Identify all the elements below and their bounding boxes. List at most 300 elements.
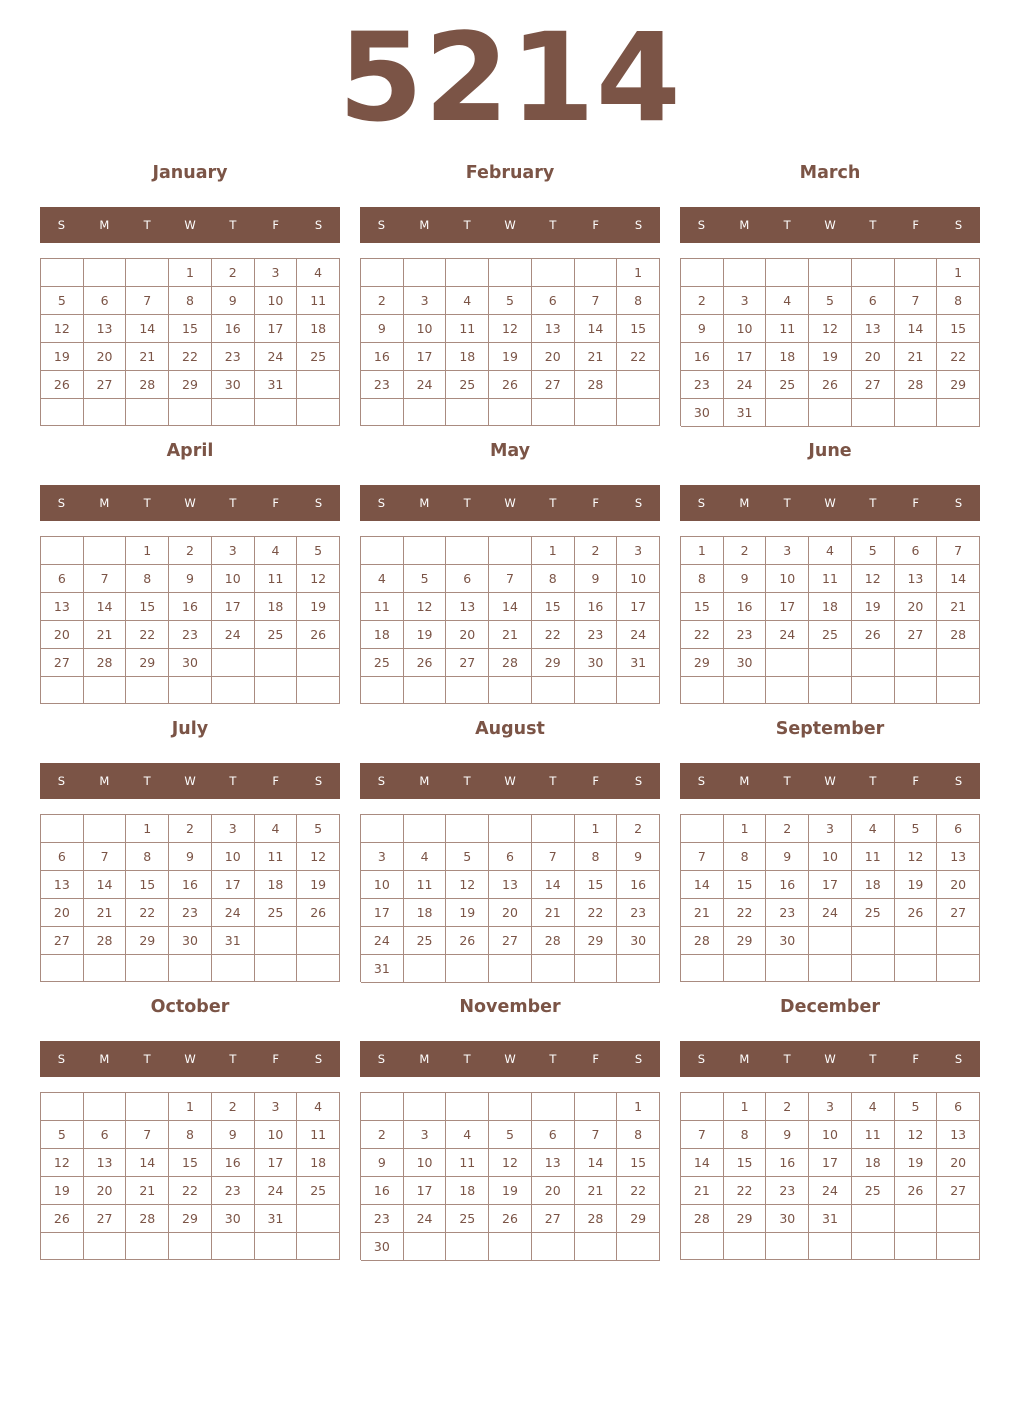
day-cell: 18 (446, 343, 489, 371)
day-cell: 10 (766, 565, 809, 593)
day-cell: 7 (681, 843, 724, 871)
day-cell: 13 (532, 315, 575, 343)
weekday-header (680, 763, 980, 799)
day-cell: 21 (681, 899, 724, 927)
day-grid (680, 258, 980, 426)
weekday-label: F (912, 1052, 920, 1066)
day-cell: 16 (361, 1177, 404, 1205)
day-cell: 5 (809, 287, 852, 315)
day-cell: 7 (84, 843, 127, 871)
day-cell: 20 (84, 1177, 127, 1205)
weekday-label: M (99, 1052, 110, 1066)
day-cell: 19 (446, 899, 489, 927)
weekday-label: T (463, 218, 471, 232)
empty-day-cell (681, 955, 724, 982)
day-cell: 31 (809, 1205, 852, 1233)
empty-day-cell (852, 677, 895, 704)
weekday-label: F (272, 218, 280, 232)
day-cell: 7 (575, 287, 618, 315)
day-grid (360, 1092, 660, 1260)
day-cell: 27 (84, 371, 127, 399)
day-cell: 21 (575, 1177, 618, 1205)
day-cell: 13 (84, 315, 127, 343)
empty-day-cell (937, 1205, 980, 1233)
day-cell: 28 (575, 1205, 618, 1233)
day-cell: 11 (446, 1149, 489, 1177)
day-cell: 30 (212, 371, 255, 399)
weekday-label: T (783, 774, 791, 788)
day-cell: 21 (84, 899, 127, 927)
day-cell: 31 (255, 1205, 298, 1233)
day-cell: 14 (895, 315, 938, 343)
day-cell: 23 (212, 343, 255, 371)
day-cell: 21 (489, 621, 532, 649)
empty-day-cell (489, 1233, 532, 1261)
empty-day-cell (255, 399, 298, 426)
day-cell: 13 (446, 593, 489, 621)
weekday-label: S (697, 218, 706, 232)
day-cell: 1 (169, 259, 212, 287)
day-cell: 25 (852, 1177, 895, 1205)
day-cell: 15 (169, 315, 212, 343)
day-cell: 21 (895, 343, 938, 371)
day-cell: 28 (126, 1205, 169, 1233)
empty-day-cell (84, 955, 127, 982)
day-cell: 10 (404, 1149, 447, 1177)
weekday-label: M (739, 774, 750, 788)
day-cell: 30 (169, 649, 212, 677)
weekday-label: S (697, 774, 706, 788)
empty-day-cell (766, 955, 809, 982)
day-cell: 8 (126, 843, 169, 871)
day-cell: 9 (766, 843, 809, 871)
empty-day-cell (169, 955, 212, 982)
day-cell: 17 (766, 593, 809, 621)
day-cell: 19 (809, 343, 852, 371)
month-name: August (475, 719, 545, 739)
empty-day-cell (41, 259, 84, 287)
day-cell: 16 (766, 1149, 809, 1177)
empty-day-cell (937, 399, 980, 427)
day-cell: 26 (297, 621, 340, 649)
day-cell: 16 (724, 593, 767, 621)
empty-day-cell (126, 677, 169, 704)
empty-day-cell (297, 649, 340, 677)
day-cell: 28 (895, 371, 938, 399)
day-cell: 24 (809, 1177, 852, 1205)
day-cell: 15 (724, 1149, 767, 1177)
day-cell: 31 (361, 955, 404, 983)
empty-day-cell (681, 259, 724, 287)
empty-day-cell (126, 955, 169, 982)
weekday-label: F (272, 496, 280, 510)
weekday-label: S (954, 1052, 963, 1066)
day-cell: 10 (212, 565, 255, 593)
empty-day-cell (489, 815, 532, 843)
empty-day-cell (255, 955, 298, 982)
month-name: November (459, 997, 561, 1017)
day-cell: 3 (404, 287, 447, 315)
day-cell: 25 (446, 371, 489, 399)
weekday-header (360, 207, 660, 243)
day-cell: 14 (575, 315, 618, 343)
empty-day-cell (532, 259, 575, 287)
empty-day-cell (126, 1093, 169, 1121)
empty-day-cell (724, 677, 767, 704)
empty-day-cell (575, 1233, 618, 1261)
day-cell: 24 (212, 621, 255, 649)
empty-day-cell (84, 1093, 127, 1121)
weekday-label: T (229, 774, 237, 788)
weekday-label: M (419, 218, 430, 232)
empty-day-cell (446, 399, 489, 426)
empty-day-cell (532, 677, 575, 704)
empty-day-cell (852, 1205, 895, 1233)
empty-day-cell (532, 1093, 575, 1121)
day-cell: 10 (361, 871, 404, 899)
day-cell: 12 (809, 315, 852, 343)
day-grid (360, 814, 660, 982)
day-cell: 22 (532, 621, 575, 649)
day-cell: 3 (212, 815, 255, 843)
day-cell: 7 (126, 287, 169, 315)
empty-day-cell (681, 677, 724, 704)
month-name: September (775, 719, 885, 739)
empty-day-cell (212, 1233, 255, 1260)
day-cell: 30 (681, 399, 724, 427)
day-cell: 2 (724, 537, 767, 565)
day-cell: 29 (617, 1205, 660, 1233)
weekday-label: S (57, 496, 66, 510)
weekday-label: T (869, 1052, 877, 1066)
day-cell: 23 (361, 1205, 404, 1233)
weekday-label: S (57, 1052, 66, 1066)
day-cell: 4 (297, 259, 340, 287)
day-cell: 22 (724, 1177, 767, 1205)
weekday-label: S (697, 496, 706, 510)
empty-day-cell (766, 677, 809, 704)
day-cell: 19 (41, 1177, 84, 1205)
weekday-label: W (504, 774, 516, 788)
weekday-label: S (634, 774, 643, 788)
day-cell: 18 (852, 1149, 895, 1177)
empty-day-cell (41, 677, 84, 704)
day-cell: 16 (361, 343, 404, 371)
day-cell: 1 (575, 815, 618, 843)
day-cell: 10 (617, 565, 660, 593)
empty-day-cell (617, 677, 660, 704)
day-cell: 15 (937, 315, 980, 343)
day-cell: 12 (895, 1121, 938, 1149)
empty-day-cell (126, 259, 169, 287)
year-title: 5214 (338, 7, 682, 149)
empty-day-cell (297, 399, 340, 426)
month-name: April (166, 441, 214, 461)
day-cell: 12 (489, 1149, 532, 1177)
day-cell: 26 (809, 371, 852, 399)
weekday-label: S (954, 218, 963, 232)
day-grid (40, 814, 340, 982)
day-cell: 4 (446, 287, 489, 315)
empty-day-cell (404, 399, 447, 426)
day-cell: 1 (617, 259, 660, 287)
day-cell: 5 (41, 287, 84, 315)
empty-day-cell (404, 1093, 447, 1121)
day-cell: 2 (169, 815, 212, 843)
empty-day-cell (126, 399, 169, 426)
day-cell: 8 (617, 287, 660, 315)
empty-day-cell (404, 537, 447, 565)
day-cell: 16 (766, 871, 809, 899)
day-cell: 23 (766, 1177, 809, 1205)
day-cell: 3 (212, 537, 255, 565)
day-grid (40, 258, 340, 426)
empty-day-cell (169, 677, 212, 704)
day-cell: 2 (361, 287, 404, 315)
day-cell: 24 (404, 371, 447, 399)
empty-day-cell (212, 649, 255, 677)
empty-day-cell (361, 1093, 404, 1121)
day-cell: 22 (169, 343, 212, 371)
day-cell: 18 (446, 1177, 489, 1205)
day-cell: 25 (766, 371, 809, 399)
day-cell: 15 (169, 1149, 212, 1177)
empty-day-cell (446, 259, 489, 287)
day-cell: 7 (126, 1121, 169, 1149)
day-cell: 10 (404, 315, 447, 343)
empty-day-cell (681, 1233, 724, 1260)
day-cell: 17 (724, 343, 767, 371)
weekday-label: T (549, 496, 557, 510)
empty-day-cell (446, 537, 489, 565)
day-cell: 17 (617, 593, 660, 621)
day-cell: 1 (169, 1093, 212, 1121)
day-cell: 27 (937, 899, 980, 927)
day-cell: 27 (895, 621, 938, 649)
day-cell: 20 (895, 593, 938, 621)
day-cell: 26 (41, 371, 84, 399)
day-cell: 6 (84, 1121, 127, 1149)
weekday-label: S (634, 1052, 643, 1066)
day-cell: 5 (297, 537, 340, 565)
day-cell: 20 (937, 1149, 980, 1177)
weekday-label: T (869, 496, 877, 510)
empty-day-cell (84, 677, 127, 704)
empty-day-cell (852, 649, 895, 677)
day-cell: 26 (489, 371, 532, 399)
day-cell: 6 (489, 843, 532, 871)
day-cell: 6 (41, 565, 84, 593)
empty-day-cell (297, 1205, 340, 1233)
weekday-label: W (824, 1052, 836, 1066)
day-cell: 22 (617, 343, 660, 371)
empty-day-cell (446, 1093, 489, 1121)
day-cell: 25 (297, 1177, 340, 1205)
weekday-label: W (504, 496, 516, 510)
day-cell: 11 (255, 565, 298, 593)
day-cell: 3 (617, 537, 660, 565)
day-cell: 14 (532, 871, 575, 899)
day-cell: 5 (41, 1121, 84, 1149)
day-cell: 4 (852, 815, 895, 843)
day-cell: 9 (766, 1121, 809, 1149)
day-grid (360, 258, 660, 426)
empty-day-cell (41, 955, 84, 982)
day-cell: 2 (766, 815, 809, 843)
empty-day-cell (404, 1233, 447, 1261)
day-cell: 29 (126, 649, 169, 677)
day-cell: 3 (809, 815, 852, 843)
day-cell: 12 (446, 871, 489, 899)
day-cell: 6 (532, 1121, 575, 1149)
day-cell: 4 (255, 815, 298, 843)
weekday-label: F (912, 218, 920, 232)
weekday-header (360, 763, 660, 799)
day-cell: 24 (766, 621, 809, 649)
day-cell: 21 (126, 343, 169, 371)
empty-day-cell (41, 537, 84, 565)
empty-day-cell (852, 955, 895, 982)
weekday-label: T (143, 496, 151, 510)
day-cell: 26 (404, 649, 447, 677)
day-cell: 18 (255, 871, 298, 899)
day-cell: 24 (724, 371, 767, 399)
weekday-label: S (954, 774, 963, 788)
day-cell: 20 (532, 343, 575, 371)
day-cell: 12 (297, 565, 340, 593)
day-cell: 11 (852, 843, 895, 871)
day-cell: 30 (766, 1205, 809, 1233)
day-cell: 14 (84, 593, 127, 621)
day-cell: 7 (84, 565, 127, 593)
day-cell: 22 (681, 621, 724, 649)
empty-day-cell (41, 1093, 84, 1121)
empty-day-cell (255, 927, 298, 955)
empty-day-cell (617, 955, 660, 983)
day-cell: 25 (852, 899, 895, 927)
day-cell: 14 (126, 315, 169, 343)
day-cell: 24 (361, 927, 404, 955)
day-cell: 15 (724, 871, 767, 899)
day-cell: 25 (255, 621, 298, 649)
day-cell: 2 (212, 259, 255, 287)
weekday-header (360, 485, 660, 521)
weekday-header (40, 207, 340, 243)
empty-day-cell (361, 677, 404, 704)
day-cell: 16 (575, 593, 618, 621)
empty-day-cell (169, 1233, 212, 1260)
day-cell: 19 (489, 1177, 532, 1205)
weekday-label: S (57, 218, 66, 232)
day-cell: 22 (126, 899, 169, 927)
day-cell: 3 (766, 537, 809, 565)
empty-day-cell (809, 955, 852, 982)
day-cell: 5 (489, 287, 532, 315)
day-cell: 14 (681, 871, 724, 899)
day-cell: 9 (361, 315, 404, 343)
empty-day-cell (852, 927, 895, 955)
weekday-label: T (229, 496, 237, 510)
empty-day-cell (84, 399, 127, 426)
day-cell: 8 (169, 1121, 212, 1149)
empty-day-cell (212, 955, 255, 982)
day-cell: 13 (895, 565, 938, 593)
day-cell: 12 (895, 843, 938, 871)
empty-day-cell (489, 399, 532, 426)
day-cell: 20 (84, 343, 127, 371)
day-cell: 6 (937, 1093, 980, 1121)
weekday-label: S (57, 774, 66, 788)
day-cell: 2 (361, 1121, 404, 1149)
empty-day-cell (724, 1233, 767, 1260)
month-name: October (150, 997, 230, 1017)
day-grid (680, 1092, 980, 1260)
day-cell: 16 (169, 593, 212, 621)
day-cell: 20 (446, 621, 489, 649)
day-cell: 29 (724, 1205, 767, 1233)
day-cell: 14 (84, 871, 127, 899)
empty-day-cell (255, 677, 298, 704)
day-cell: 11 (297, 287, 340, 315)
day-cell: 19 (895, 1149, 938, 1177)
day-cell: 15 (681, 593, 724, 621)
weekday-label: T (869, 218, 877, 232)
weekday-label: F (592, 774, 600, 788)
day-cell: 20 (41, 899, 84, 927)
day-cell: 25 (446, 1205, 489, 1233)
day-cell: 18 (852, 871, 895, 899)
empty-day-cell (617, 399, 660, 426)
day-cell: 20 (489, 899, 532, 927)
day-cell: 13 (937, 843, 980, 871)
weekday-label: W (184, 774, 196, 788)
day-cell: 4 (361, 565, 404, 593)
day-cell: 17 (404, 1177, 447, 1205)
day-cell: 29 (126, 927, 169, 955)
weekday-label: M (739, 1052, 750, 1066)
weekday-header (680, 1041, 980, 1077)
day-cell: 26 (895, 899, 938, 927)
day-cell: 10 (809, 843, 852, 871)
weekday-label: W (184, 496, 196, 510)
day-cell: 10 (724, 315, 767, 343)
day-cell: 9 (575, 565, 618, 593)
day-cell: 18 (809, 593, 852, 621)
month-name: March (799, 163, 861, 183)
day-cell: 25 (809, 621, 852, 649)
day-cell: 12 (489, 315, 532, 343)
day-cell: 17 (212, 871, 255, 899)
day-cell: 24 (255, 1177, 298, 1205)
empty-day-cell (895, 955, 938, 982)
day-cell: 1 (724, 1093, 767, 1121)
day-cell: 8 (532, 565, 575, 593)
day-cell: 24 (809, 899, 852, 927)
weekday-label: S (314, 218, 323, 232)
day-cell: 16 (681, 343, 724, 371)
day-cell: 11 (766, 315, 809, 343)
day-cell: 6 (852, 287, 895, 315)
day-cell: 5 (489, 1121, 532, 1149)
day-cell: 27 (532, 1205, 575, 1233)
day-cell: 27 (937, 1177, 980, 1205)
empty-day-cell (169, 399, 212, 426)
day-cell: 7 (489, 565, 532, 593)
day-cell: 5 (446, 843, 489, 871)
day-cell: 13 (84, 1149, 127, 1177)
weekday-label: M (419, 1052, 430, 1066)
weekday-label: M (419, 496, 430, 510)
